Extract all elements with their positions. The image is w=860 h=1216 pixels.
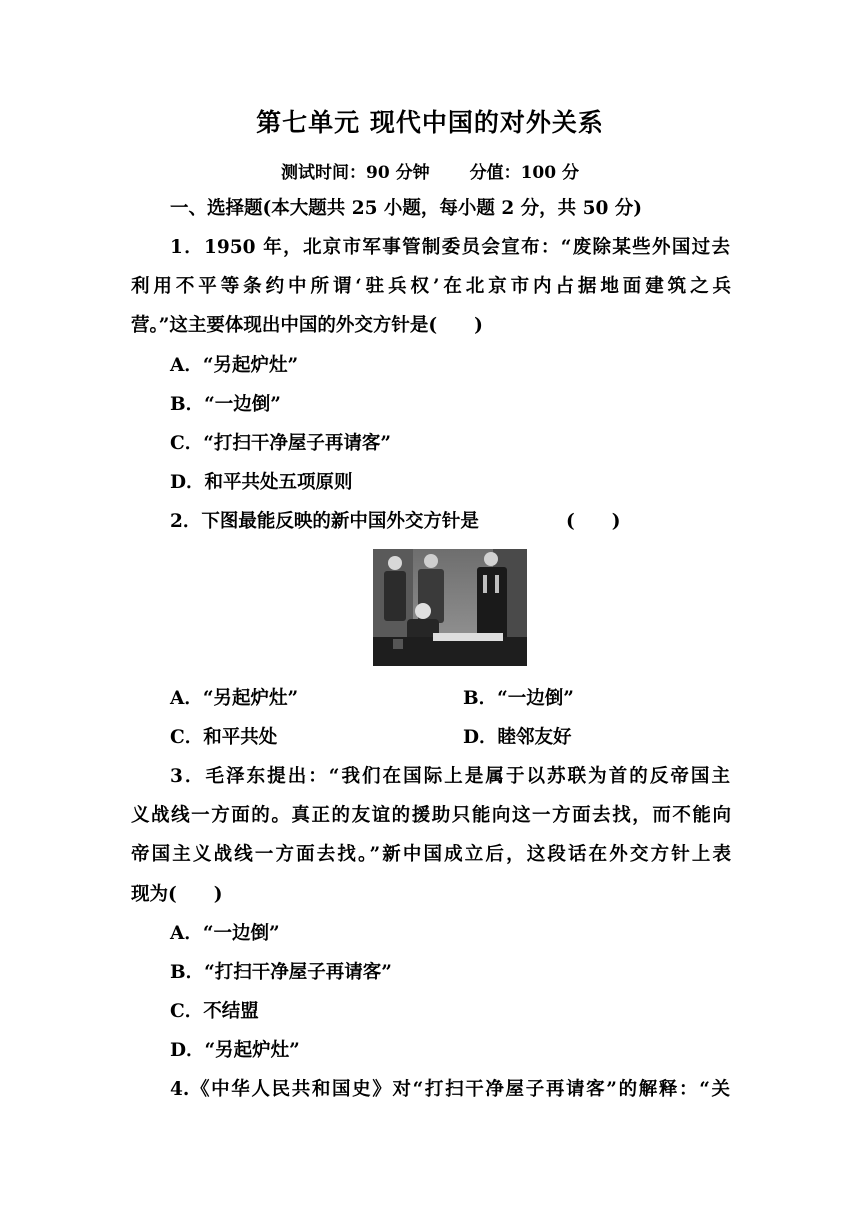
exam-info [0, 158, 860, 183]
total-score: 分值：100 分 [469, 163, 579, 183]
q1-stem-line-1: 1．1950 年，北京市军事管制委员会宣布：“废除某些外国过去 [170, 237, 730, 258]
document-title: 第七单元 现代中国的对外关系 [256, 108, 604, 137]
q3-stem-line-4: 现为( ) [131, 884, 223, 905]
test-time: 测试时间：90 分钟 [281, 163, 430, 183]
q2-option-a: A．“另起炉灶” [170, 688, 299, 709]
q3-option-d: D．“另起炉灶” [170, 1040, 300, 1061]
q1-option-c: C．“打扫干净屋子再请客” [170, 433, 392, 454]
q2-option-b: B．“一边倒” [463, 688, 574, 709]
q4-stem-line-1: 4.《中华人民共和国史》对“打扫干净屋子再请客”的解释：“关 [170, 1079, 730, 1100]
q3-option-c: C．不结盟 [170, 1001, 259, 1022]
q3-stem-line-2: 义战线一方面的。真正的友谊的援助只能向这一方面去找，而不能向 [131, 805, 731, 826]
q3-option-a: A．“一边倒” [170, 923, 280, 944]
q1-option-d: D．和平共处五项原则 [170, 472, 353, 493]
q2-answer-bracket: ( ) [566, 511, 621, 532]
q1-stem-line-2: 利用不平等条约中所谓‘驻兵权’在北京市内占据地面建筑之兵 [131, 276, 731, 297]
q1-option-b: B．“一边倒” [170, 394, 281, 415]
q2-stem-text: 2．下图最能反映的新中国外交方针是 [170, 511, 479, 532]
q2-option-d: D．睦邻友好 [463, 727, 572, 748]
q1-stem-line-3: 营。”这主要体现出中国的外交方针是( ) [131, 315, 483, 336]
section-heading: 一、选择题(本大题共 25 小题，每小题 2 分，共 50 分) [170, 198, 643, 219]
q1-option-a: A．“另起炉灶” [170, 355, 299, 376]
q3-stem-line-3: 帝国主义战线一方面去找。”新中国成立后，这段话在外交方针上表 [131, 844, 731, 865]
q2-stem [170, 511, 730, 533]
q3-option-b: B．“打扫干净屋子再请客” [170, 962, 392, 983]
q3-stem-line-1: 3．毛泽东提出：“我们在国际上是属于以苏联为首的反帝国主 [170, 766, 730, 787]
q2-option-c: C．和平共处 [170, 727, 278, 748]
historical-photo [373, 549, 527, 666]
